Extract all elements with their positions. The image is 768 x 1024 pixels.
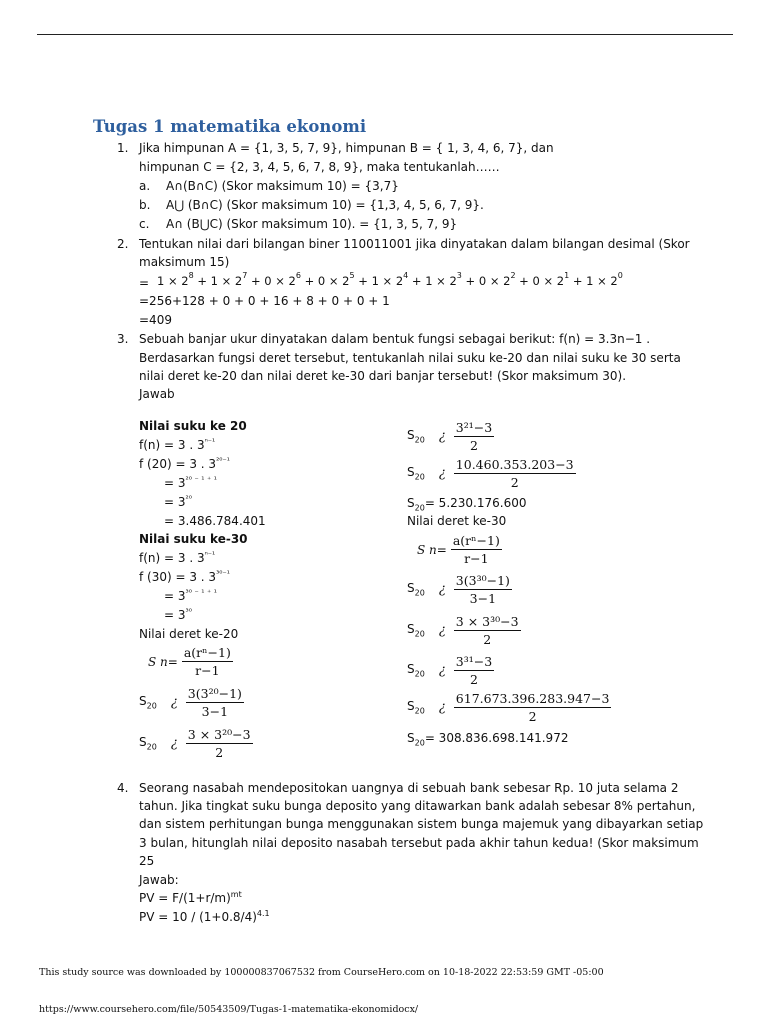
download-notice: This study source was downloaded by 100000837067532 from CourseHero.com on 10-18-2022 22:53:59 GMT -05:00: [39, 967, 604, 978]
q3-line1: Sebuah banjar ukur dinyatakan dalam bentuk fungsi sebagai berikut: f(n) = 3.3n−1 .: [139, 332, 651, 346]
deret30-step2: $S_{20}$ ¿ 3 × 3³⁰−3 2: [407, 614, 519, 647]
q1-a-letter: a.: [139, 179, 151, 193]
suku30-heading: Nilai suku ke-30: [139, 532, 248, 546]
plus-sign: +: [515, 274, 533, 288]
binary-term: $1 \times 2^4$: [371, 271, 409, 288]
plus-sign: +: [569, 274, 587, 288]
q1-b-answer: A⋃ (B∩C) (Skor maksimum 10) = {1,3, 4, 5, 6, 7, 9}.: [166, 198, 484, 212]
binary-term: $1 \times 2^3$: [425, 271, 462, 288]
page-title: Tugas 1 matematika ekonomi: [93, 117, 367, 136]
binary-term: $0 \times 2^2$: [478, 271, 516, 288]
q3-line3: nilai deret ke-20 dan nilai deret ke-30 dari banjar tersebut! (Skor maksimum 30).: [139, 369, 627, 383]
q1-line1: Jika himpunan A = {1, 3, 5, 7, 9}, himpunan B = { 1, 3, 4, 6, 7}, dan: [139, 141, 554, 155]
suku30-line4: = $3^{^{30}}$: [164, 607, 192, 622]
q4-line5: 25: [139, 854, 155, 868]
q2-eq: =: [139, 276, 150, 290]
suku20-line1: f(n) = 3 . $3^{^{n-1}}$: [139, 437, 216, 452]
plus-sign: +: [354, 274, 372, 288]
suku20-line2: f (20) = 3 . $3^{^{20-1}}$: [139, 456, 230, 471]
deret20-step4: $S_{20}$ ¿ 10.460.353.203−3 2: [407, 457, 574, 490]
deret30-result: $S_{20}= 308.836.698.141.972$: [407, 731, 569, 748]
suku20-line3: = $3^{^{20} ^- ^1 ^+ ^1}$: [164, 475, 217, 490]
deret30-formula: S n= $\frac{\text{a(rⁿ−1)}}{r-1}$: [417, 533, 500, 566]
q4-line4: 3 bulan, hitunglah nilai deposito nasabah tersebut pada akhir tahun kedua! (Skor maksimum: [139, 836, 699, 850]
deret20-formula: S n= $\frac{\text{a(rⁿ−1)}}{r-1}$: [148, 645, 231, 678]
top-rule: [37, 34, 733, 35]
q4-line1: Seorang nasabah mendepositokan uangnya di sebuah bank sebesar Rp. 10 juta selama 2: [139, 781, 679, 795]
suku20-line4: = $3^{^{20}}$: [164, 494, 192, 509]
suku30-line3: = $3^{^{30} ^- ^1 ^+ ^1}$: [164, 588, 217, 603]
plus-sign: +: [408, 274, 426, 288]
binary-term: $0 \times 2^1$: [532, 271, 570, 288]
suku20-result: = 3.486.784.401: [164, 514, 266, 528]
q1-c-letter: c.: [139, 217, 150, 231]
q1-number: 1.: [117, 141, 129, 155]
suku30-line2: f (30) = 3 . $3^{^{30-1}}$: [139, 569, 230, 584]
q1-a-answer: A∩(B∩C) (Skor maksimum 10) = {3,7}: [166, 179, 399, 193]
q2-line2: maksimum 15): [139, 255, 230, 269]
q2-line4: =256+128 + 0 + 0 + 16 + 8 + 0 + 0 + 1: [139, 294, 390, 308]
deret20-heading: Nilai deret ke-20: [139, 627, 239, 641]
q1-c-answer: A∩ (B⋃C) (Skor maksimum 10). = {1, 3, 5, 7, 9}: [166, 217, 458, 231]
binary-term: $0 \times 2^5$: [317, 271, 355, 288]
plus-sign: +: [193, 274, 211, 288]
binary-term: $1 \times 2^0$: [586, 271, 623, 288]
deret30-step4: $S_{20}$ ¿ 617.673.396.283.947−3 2: [407, 691, 610, 724]
binary-term: $1 \times 2^8$: [157, 271, 194, 288]
q4-answer-label: Jawab:: [139, 873, 179, 887]
q4-line2: tahun. Jika tingkat suku bunga deposito yang ditawarkan bank adalah sebesar 8% pertahun,: [139, 799, 696, 813]
plus-sign: +: [461, 274, 479, 288]
q2-line5: =409: [139, 313, 172, 327]
q4-pv-formula: PV = $F/(1+r/m)^{mt}$: [139, 890, 242, 905]
q1-line2: himpunan C = {2, 3, 4, 5, 6, 7, 8, 9}, maka tentukanlah……: [139, 160, 500, 174]
deret20-step3: $S_{20}$ ¿ 3²¹−3 2: [407, 420, 493, 453]
q4-number: 4.: [117, 781, 129, 795]
q2-binary-expansion: [157, 271, 623, 288]
deret30-heading: Nilai deret ke-30: [407, 514, 507, 528]
q4-pv-substitution: PV = $10 / (1+0.8/4)^{4.1}$: [139, 909, 270, 924]
q2-line1: Tentukan nilai dari bilangan biner 110011001 jika dinyatakan dalam bilangan desimal (Skor: [139, 237, 690, 251]
binary-term: $0 \times 2^6$: [264, 271, 301, 288]
deret20-step1: $S_{20}$ ¿ 3(3²⁰−1) 3−1: [139, 686, 242, 719]
q3-line4: Jawab: [139, 387, 175, 401]
q3-number: 3.: [117, 332, 129, 346]
q1-b-letter: b.: [139, 198, 151, 212]
q4-line3: dan sistem perhitungan bunga menggunakan sistem bunga majemuk yang dibayarkan setiap: [139, 817, 704, 831]
deret30-step3: $S_{20}$ ¿ 3³¹−3 2: [407, 654, 493, 687]
binary-term: $1 \times 2^7$: [210, 271, 248, 288]
suku20-heading: Nilai suku ke 20: [139, 419, 247, 433]
plus-sign: +: [247, 274, 265, 288]
deret30-step1: $S_{20}$ ¿ 3(3³⁰−1) 3−1: [407, 573, 510, 606]
deret20-result: $S_{20}= 5.230.176.600$: [407, 496, 527, 513]
plus-sign: +: [300, 274, 318, 288]
deret20-step2: $S_{20}$ ¿ 3 × 3²⁰−3 2: [139, 727, 251, 760]
q2-number: 2.: [117, 237, 129, 251]
q3-line2: Berdasarkan fungsi deret tersebut, tentukanlah nilai suku ke-20 dan nilai suku ke 30 serta: [139, 351, 681, 365]
source-url-link[interactable]: https://www.coursehero.com/file/50543509/Tugas-1-matematika-ekonomidocx/: [39, 1004, 419, 1015]
suku30-line1: f(n) = 3 . $3^{^{n-1}}$: [139, 550, 216, 565]
